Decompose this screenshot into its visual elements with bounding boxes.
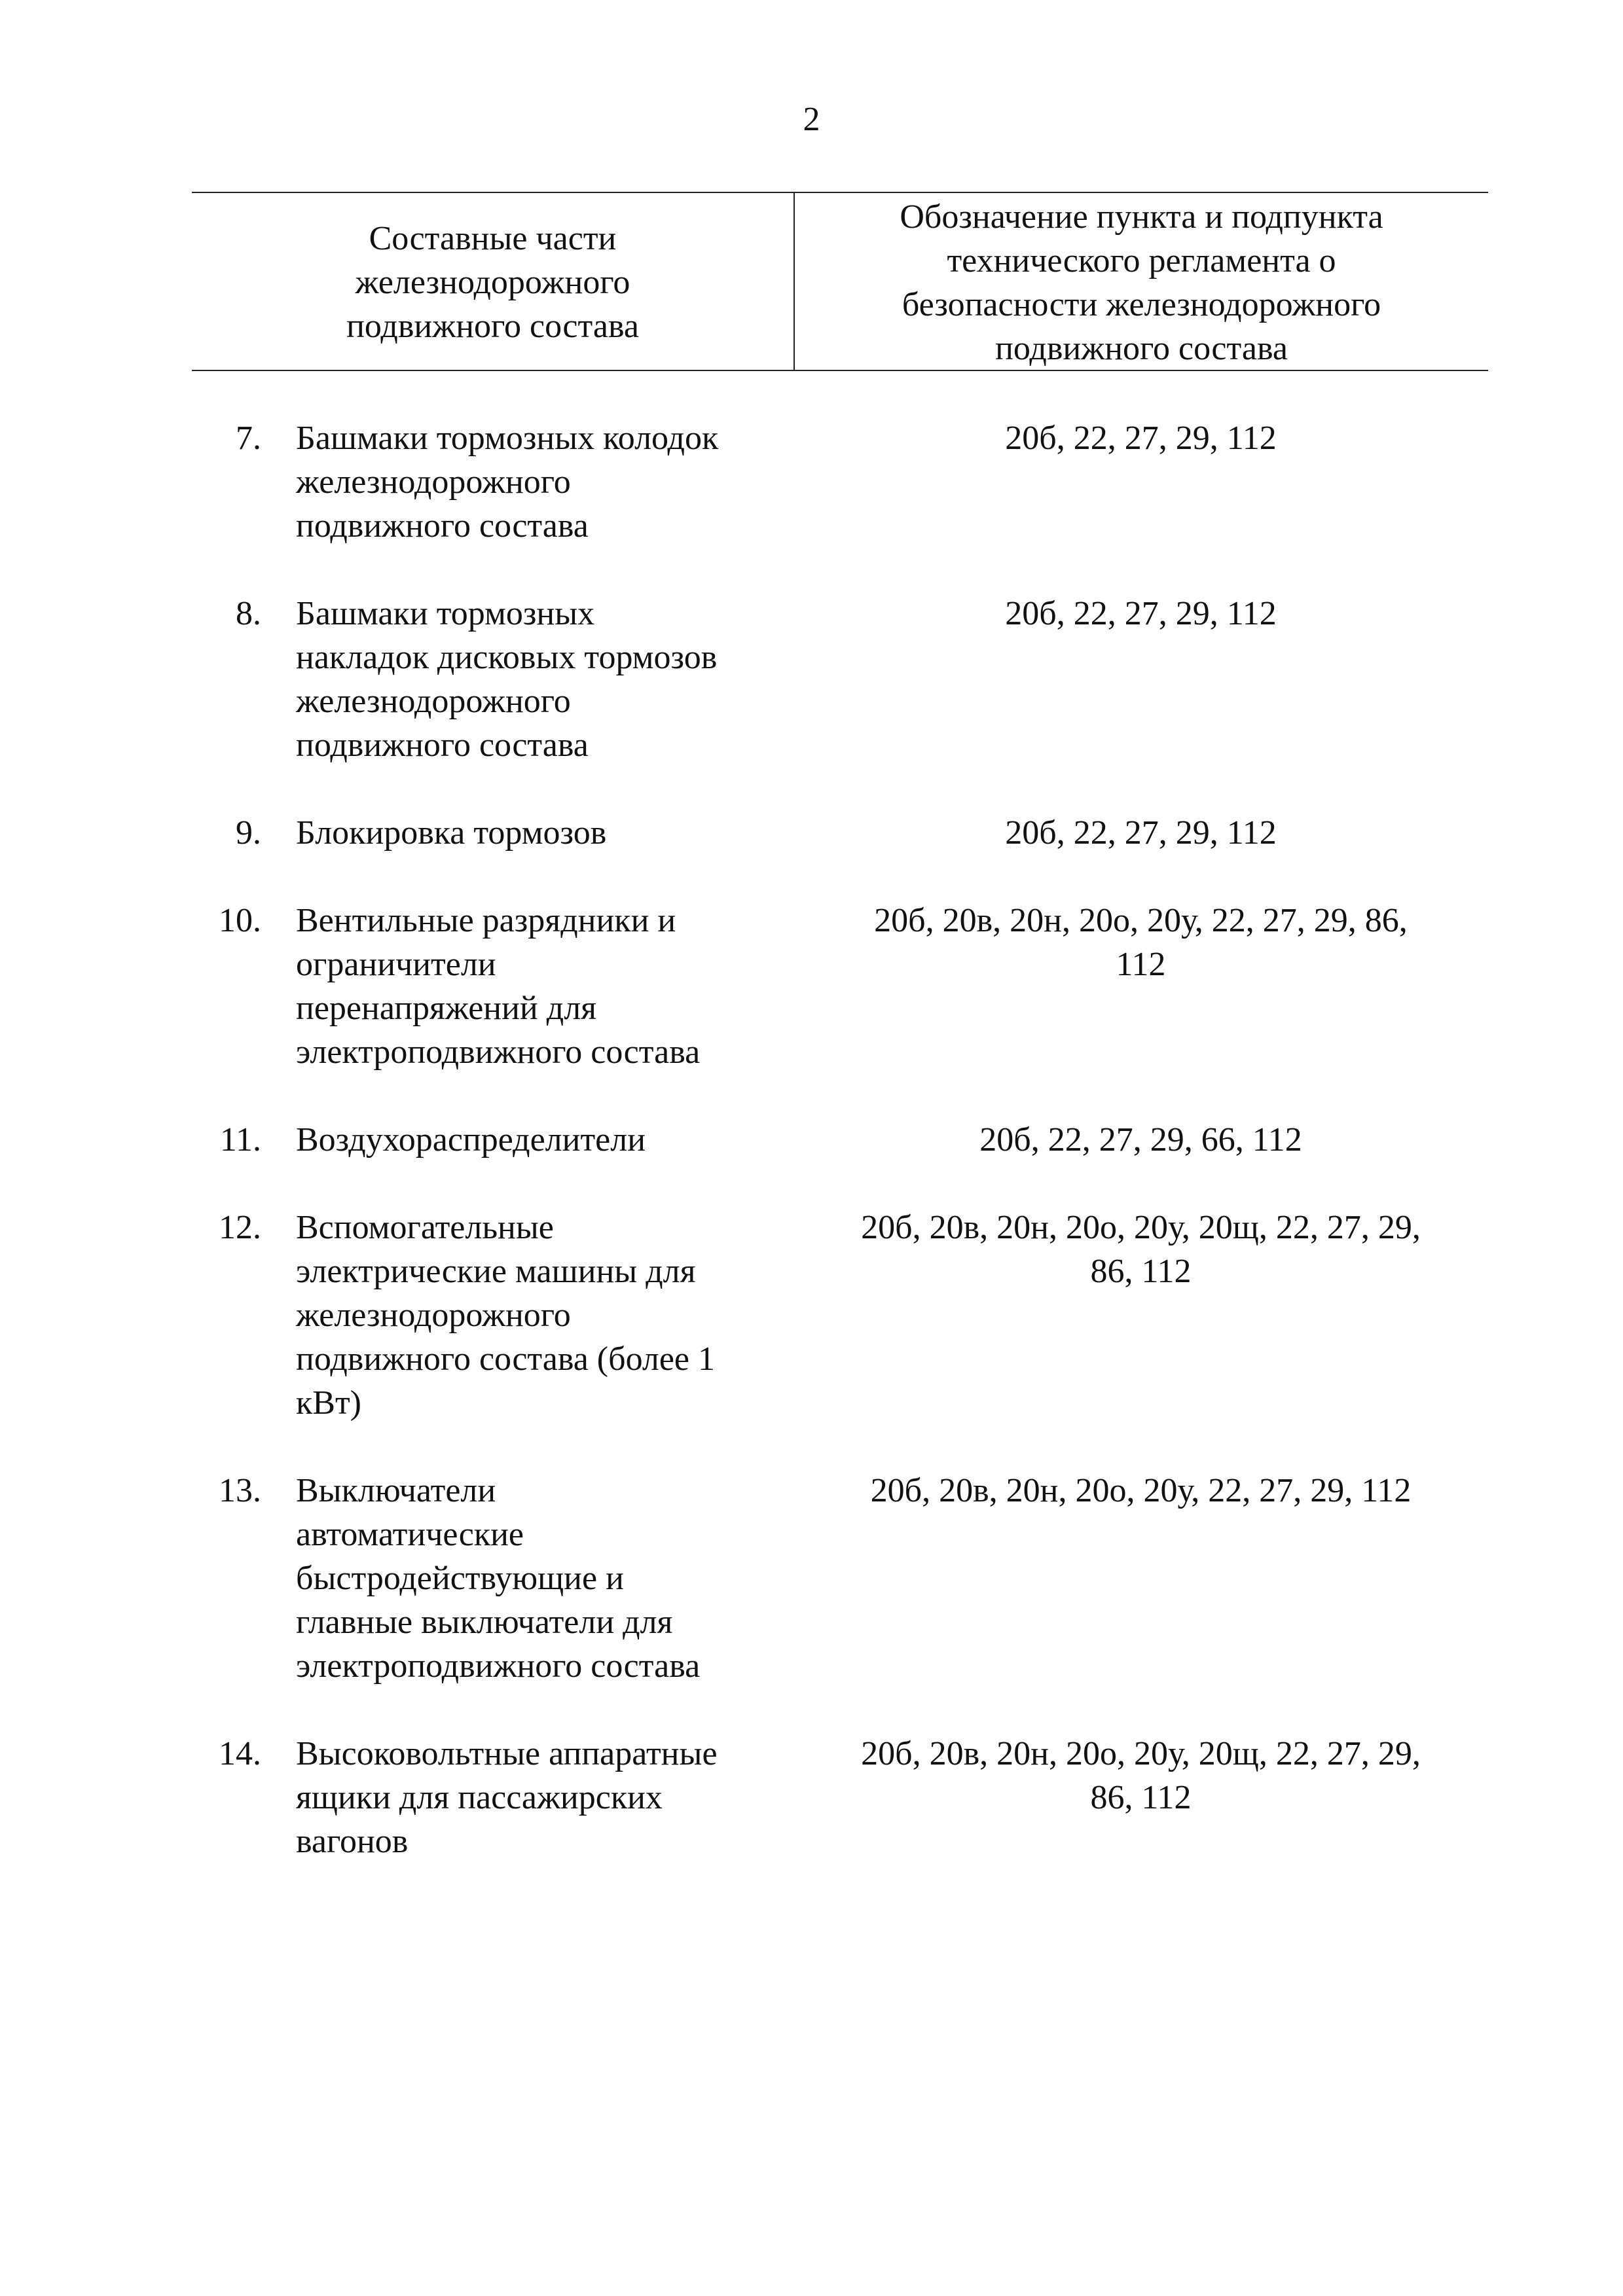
component-name: Вспомогательные электрические машины для железнодорожного подвижного состава (более 1 кВт) (296, 1209, 715, 1422)
component-name: Вентильные разрядники и ограничители перенапряжений для электроподвижного состава (296, 902, 701, 1071)
component-name: Блокировка тормозов (296, 814, 607, 852)
page-number: 2 (803, 101, 820, 138)
row-number: 13. (219, 1472, 261, 1509)
header-components: Составные части железнодорожного подвижного состава (346, 220, 639, 345)
regulation-references: 20б, 22, 27, 29, 66, 112 (979, 1121, 1302, 1158)
component-name: Высоковольтные аппаратные ящики для пассажирских вагонов (296, 1735, 718, 1860)
table-row (192, 592, 1488, 767)
table-row (192, 811, 1488, 855)
table-body (192, 416, 1488, 1907)
component-name: Башмаки тормозных колодок железнодорожного подвижного состава (296, 420, 719, 545)
header-regulation-reference: Обозначение пункта и подпункта технического регламента о безопасности железнодорожного подвижного состава (900, 198, 1383, 367)
component-name: Воздухораспределители (296, 1121, 646, 1158)
table-row (192, 1206, 1488, 1425)
regulation-references: 20б, 20в, 20н, 20о, 20у, 20щ, 22, 27, 29, 86, 112 (861, 1735, 1421, 1816)
row-number: 7. (236, 420, 261, 457)
regulation-references: 20б, 22, 27, 29, 112 (1005, 595, 1277, 632)
row-number: 12. (219, 1209, 261, 1246)
row-number: 11. (219, 1121, 261, 1158)
table-row (192, 899, 1488, 1074)
row-number: 14. (219, 1735, 261, 1772)
component-name: Выключатели автоматические быстродействующие и главные выключатели для электроподвижного состава (296, 1472, 701, 1685)
component-name: Башмаки тормозных накладок дисковых тормозов железнодорожного подвижного состава (296, 595, 718, 764)
regulation-references: 20б, 22, 27, 29, 112 (1005, 814, 1277, 852)
table-header-top-rule (192, 192, 1488, 193)
row-number: 9. (236, 814, 261, 852)
regulation-references: 20б, 20в, 20н, 20о, 20у, 20щ, 22, 27, 29, 86, 112 (861, 1209, 1421, 1290)
table-row (192, 416, 1488, 548)
regulation-references: 20б, 20в, 20н, 20о, 20у, 22, 27, 29, 86, 112 (874, 902, 1408, 983)
regulation-references: 20б, 22, 27, 29, 112 (1005, 420, 1277, 457)
regulation-references: 20б, 20в, 20н, 20о, 20у, 22, 27, 29, 112 (870, 1472, 1412, 1509)
table-row (192, 1469, 1488, 1688)
table-row (192, 1732, 1488, 1863)
row-number: 8. (236, 595, 261, 632)
table-row (192, 1118, 1488, 1162)
row-number: 10. (219, 902, 261, 939)
